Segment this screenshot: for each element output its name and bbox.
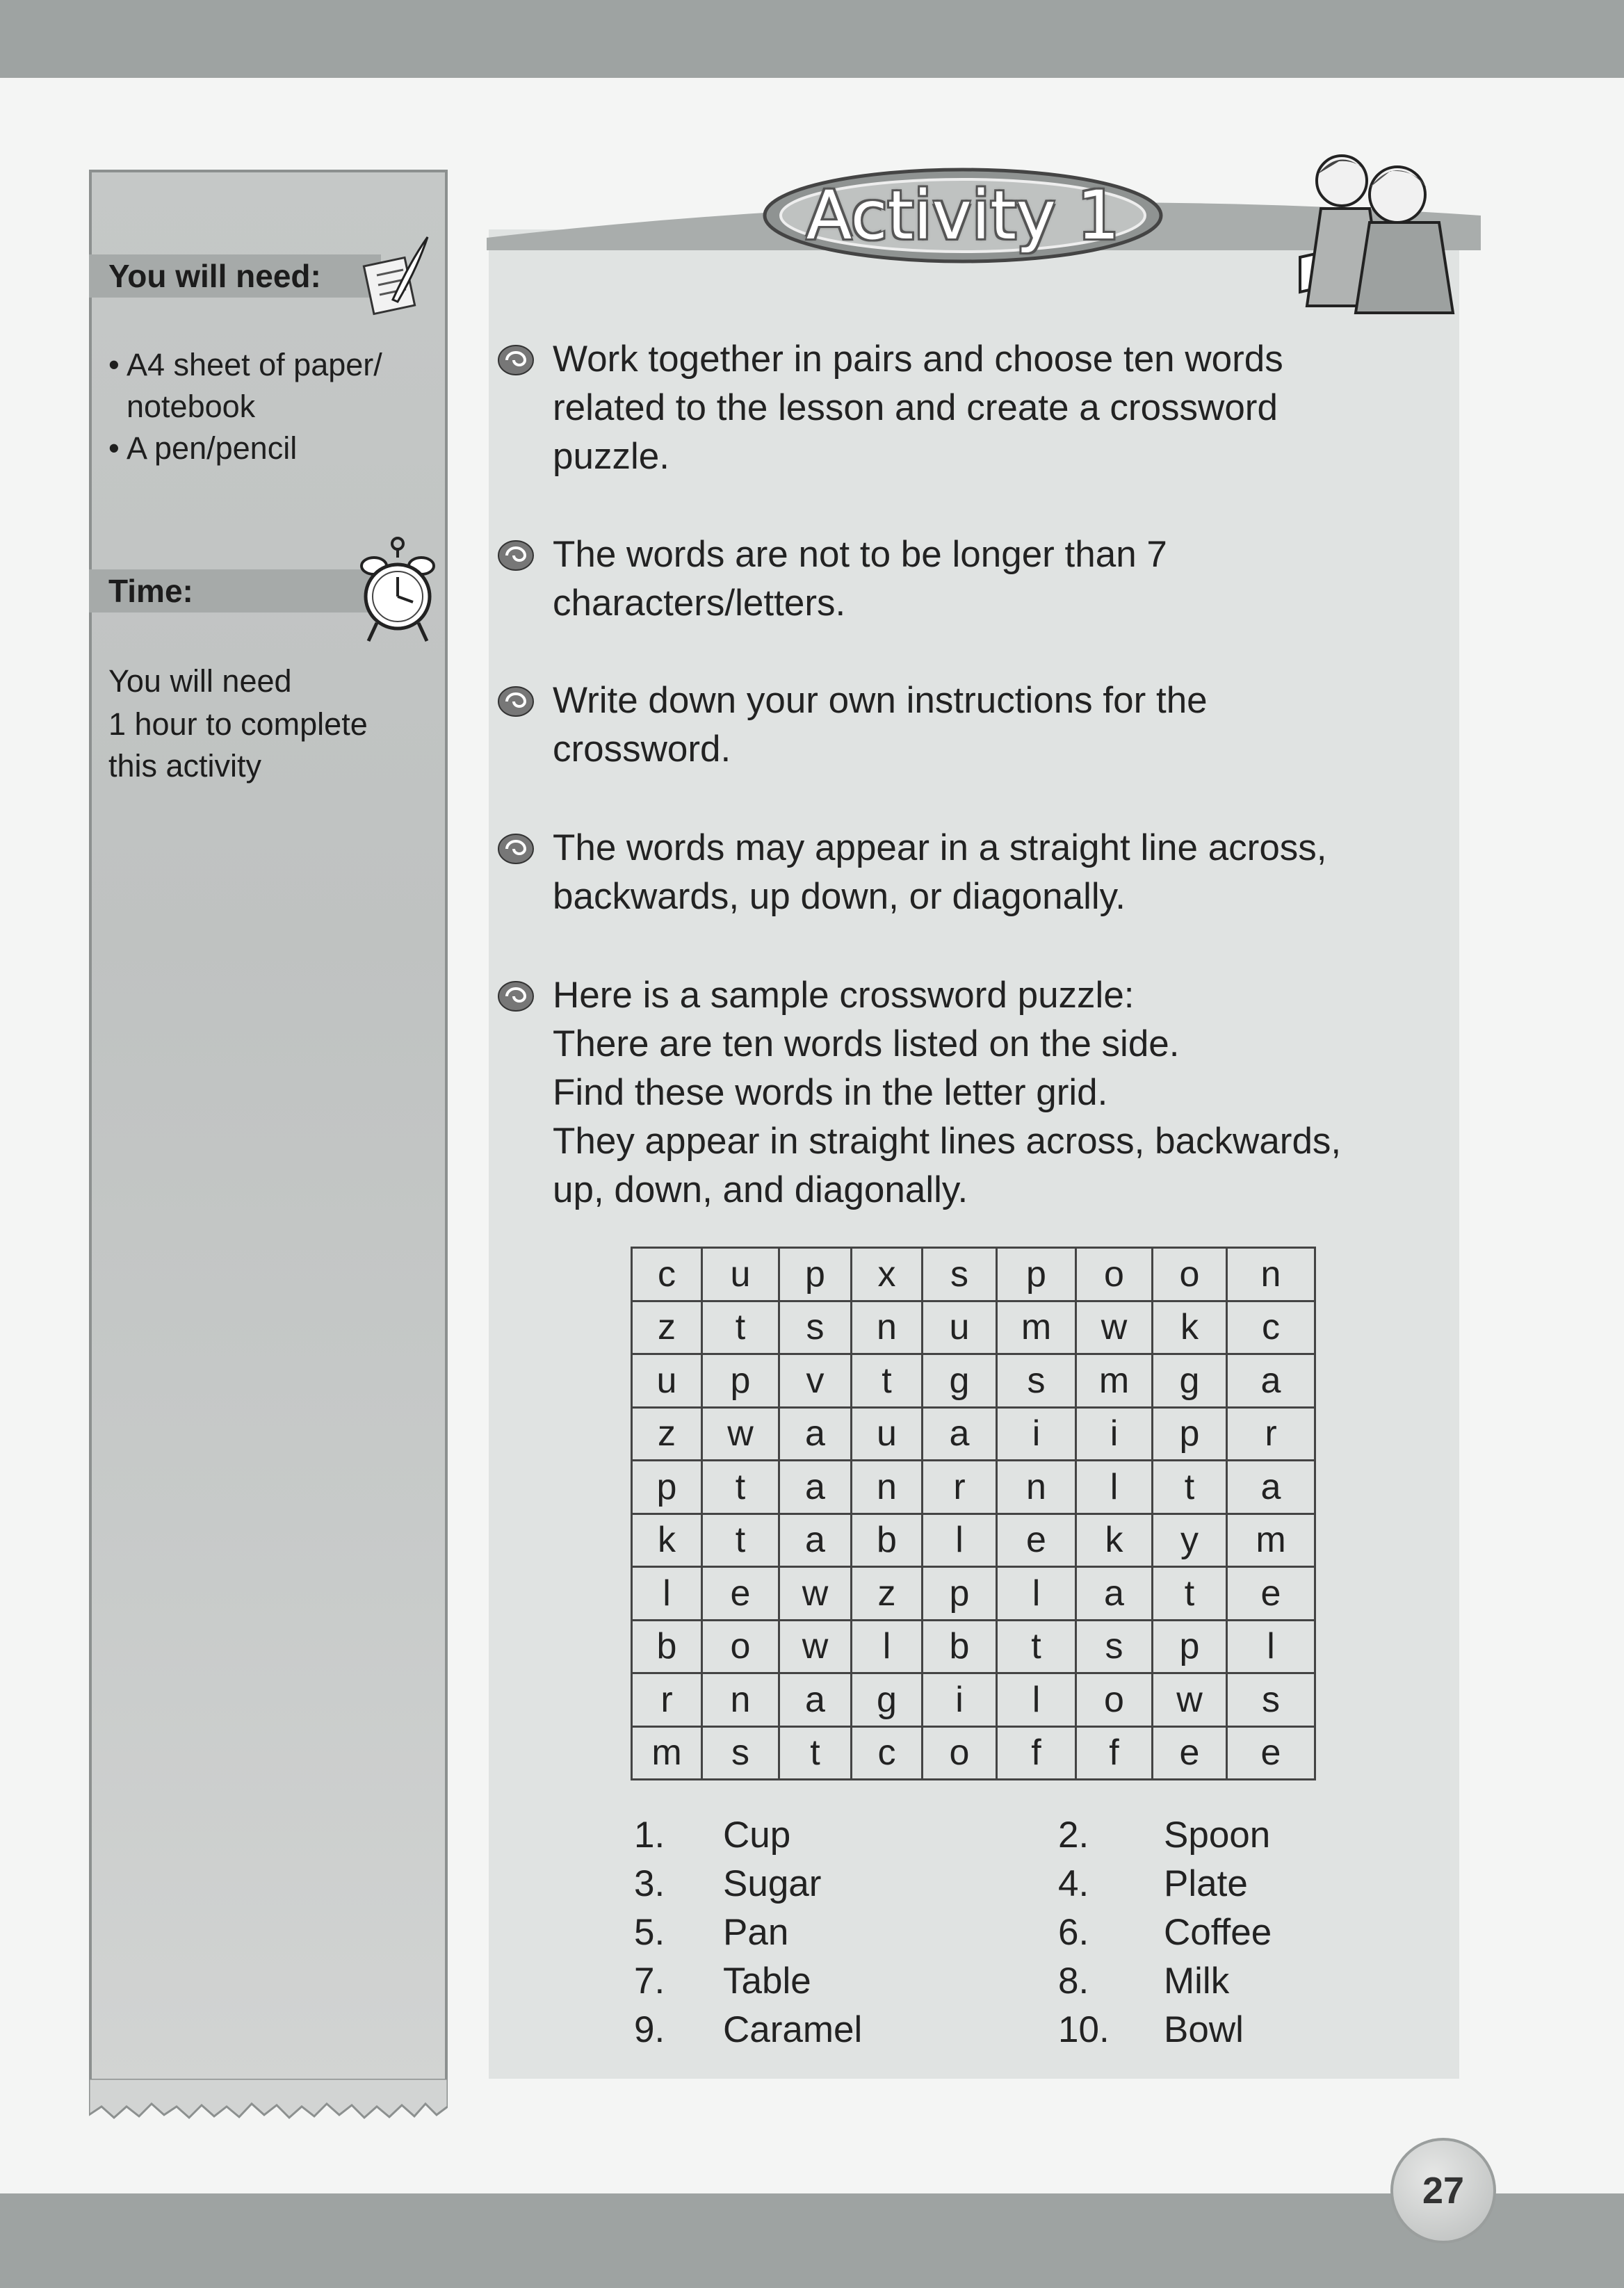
word-number: 8. bbox=[1058, 1961, 1089, 2002]
material-item: • A4 sheet of paper/ notebook bbox=[108, 344, 432, 428]
grid-cell: i bbox=[997, 1407, 1076, 1461]
grid-cell: p bbox=[779, 1248, 852, 1301]
grid-cell: g bbox=[1153, 1354, 1227, 1408]
instruction-line: backwards, up down, or diagonally. bbox=[553, 876, 1126, 917]
word-number: 2. bbox=[1058, 1815, 1089, 1856]
instruction-line: They appear in straight lines across, backwards, bbox=[553, 1121, 1342, 1162]
grid-cell: e bbox=[1227, 1726, 1315, 1780]
grid-cell: m bbox=[997, 1301, 1076, 1354]
grid-cell: g bbox=[852, 1673, 923, 1727]
grid-cell: e bbox=[1227, 1567, 1315, 1621]
instruction-line: Write down your own instructions for the bbox=[553, 680, 1208, 721]
instruction-5 bbox=[553, 971, 1450, 1215]
grid-cell: l bbox=[1076, 1461, 1153, 1514]
grid-cell: p bbox=[997, 1248, 1076, 1301]
grid-cell: l bbox=[632, 1567, 702, 1621]
grid-cell: c bbox=[852, 1726, 923, 1780]
word-label: Milk bbox=[1164, 1961, 1230, 2002]
grid-row bbox=[632, 1354, 1315, 1408]
swirl-bullet-icon bbox=[497, 539, 535, 572]
word-number: 10. bbox=[1058, 2009, 1110, 2050]
grid-cell: u bbox=[852, 1407, 923, 1461]
grid-row bbox=[632, 1407, 1315, 1461]
grid-cell: z bbox=[632, 1301, 702, 1354]
word-number: 9. bbox=[634, 2009, 665, 2050]
bottom-band bbox=[0, 2193, 1624, 2288]
grid-cell: k bbox=[632, 1514, 702, 1567]
grid-cell: p bbox=[702, 1354, 779, 1408]
grid-cell: a bbox=[1227, 1461, 1315, 1514]
grid-cell: g bbox=[923, 1354, 997, 1408]
grid-cell: t bbox=[702, 1514, 779, 1567]
material-item: • A pen/pencil bbox=[108, 428, 432, 469]
grid-cell: u bbox=[632, 1354, 702, 1408]
grid-cell: i bbox=[1076, 1407, 1153, 1461]
grid-cell: n bbox=[997, 1461, 1076, 1514]
grid-cell: o bbox=[1076, 1248, 1153, 1301]
grid-cell: t bbox=[852, 1354, 923, 1408]
grid-cell: t bbox=[997, 1620, 1076, 1673]
grid-cell: z bbox=[852, 1567, 923, 1621]
grid-cell: a bbox=[923, 1407, 997, 1461]
word-label: Cup bbox=[723, 1815, 791, 1856]
grid-cell: t bbox=[702, 1461, 779, 1514]
grid-cell: w bbox=[779, 1620, 852, 1673]
grid-cell: s bbox=[702, 1726, 779, 1780]
grid-cell: a bbox=[779, 1673, 852, 1727]
grid-cell: m bbox=[1227, 1514, 1315, 1567]
grid-cell: y bbox=[1153, 1514, 1227, 1567]
grid-cell: u bbox=[923, 1301, 997, 1354]
grid-cell: o bbox=[1153, 1248, 1227, 1301]
grid-row bbox=[632, 1673, 1315, 1727]
grid-cell: l bbox=[923, 1514, 997, 1567]
word-number: 5. bbox=[634, 1912, 665, 1953]
grid-cell: x bbox=[852, 1248, 923, 1301]
grid-cell: k bbox=[1076, 1514, 1153, 1567]
you-will-need-header: You will need: bbox=[89, 254, 381, 298]
grid-cell: r bbox=[923, 1461, 997, 1514]
grid-cell: l bbox=[852, 1620, 923, 1673]
instruction-line: related to the lesson and create a crossword bbox=[553, 387, 1278, 428]
grid-cell: e bbox=[997, 1514, 1076, 1567]
grid-cell: a bbox=[779, 1407, 852, 1461]
grid-cell: p bbox=[1153, 1407, 1227, 1461]
grid-cell: n bbox=[1227, 1248, 1315, 1301]
grid-cell: s bbox=[779, 1301, 852, 1354]
children-illustration bbox=[1279, 139, 1460, 320]
grid-cell: a bbox=[779, 1514, 852, 1567]
grid-cell: p bbox=[632, 1461, 702, 1514]
top-band bbox=[0, 0, 1624, 78]
instruction-line: Work together in pairs and choose ten words bbox=[553, 339, 1283, 380]
grid-cell: s bbox=[923, 1248, 997, 1301]
word-label: Spoon bbox=[1164, 1815, 1271, 1856]
grid-cell: o bbox=[923, 1726, 997, 1780]
grid-cell: b bbox=[852, 1514, 923, 1567]
grid-cell: b bbox=[632, 1620, 702, 1673]
grid-cell: n bbox=[702, 1673, 779, 1727]
grid-cell: b bbox=[923, 1620, 997, 1673]
swirl-bullet-icon bbox=[497, 980, 535, 1013]
grid-cell: e bbox=[1153, 1726, 1227, 1780]
grid-cell: r bbox=[1227, 1407, 1315, 1461]
grid-row bbox=[632, 1726, 1315, 1780]
grid-cell: o bbox=[1076, 1673, 1153, 1727]
instruction-line: Here is a sample crossword puzzle: bbox=[553, 975, 1135, 1016]
grid-cell: a bbox=[779, 1461, 852, 1514]
instruction-4 bbox=[553, 824, 1450, 921]
instruction-line: crossword. bbox=[553, 729, 731, 770]
grid-cell: o bbox=[702, 1620, 779, 1673]
word-list bbox=[634, 1811, 1399, 2061]
swirl-bullet-icon bbox=[497, 832, 535, 866]
instruction-line: There are ten words listed on the side. bbox=[553, 1023, 1180, 1064]
word-number: 6. bbox=[1058, 1912, 1089, 1953]
grid-cell: w bbox=[702, 1407, 779, 1461]
grid-cell: r bbox=[632, 1673, 702, 1727]
word-number: 3. bbox=[634, 1863, 665, 1904]
word-number: 1. bbox=[634, 1815, 665, 1856]
swirl-bullet-icon bbox=[497, 685, 535, 718]
word-number: 4. bbox=[1058, 1863, 1089, 1904]
instruction-line: Find these words in the letter grid. bbox=[553, 1072, 1108, 1113]
grid-cell: w bbox=[779, 1567, 852, 1621]
grid-cell: z bbox=[632, 1407, 702, 1461]
grid-cell: n bbox=[852, 1301, 923, 1354]
grid-row bbox=[632, 1248, 1315, 1301]
activity-title: Activity 1 bbox=[806, 177, 1120, 254]
instruction-line: characters/letters. bbox=[553, 583, 846, 624]
time-line: You will need bbox=[108, 663, 292, 699]
instruction-line: The words may appear in a straight line across, bbox=[553, 827, 1327, 868]
time-line: 1 hour to complete bbox=[108, 706, 368, 742]
word-label: Plate bbox=[1164, 1863, 1248, 1904]
grid-cell: i bbox=[923, 1673, 997, 1727]
grid-cell: k bbox=[1153, 1301, 1227, 1354]
grid-cell: f bbox=[997, 1726, 1076, 1780]
word-label: Pan bbox=[723, 1912, 789, 1953]
word-label: Bowl bbox=[1164, 2009, 1244, 2050]
grid-row bbox=[632, 1514, 1315, 1567]
instruction-line: puzzle. bbox=[553, 436, 669, 477]
grid-cell: w bbox=[1076, 1301, 1153, 1354]
grid-cell: u bbox=[702, 1248, 779, 1301]
grid-cell: c bbox=[1227, 1301, 1315, 1354]
grid-cell: t bbox=[702, 1301, 779, 1354]
word-label: Sugar bbox=[723, 1863, 822, 1904]
sidebar-torn-edge bbox=[89, 2079, 448, 2120]
grid-cell: v bbox=[779, 1354, 852, 1408]
page-number: 27 bbox=[1390, 2138, 1496, 2244]
grid-cell: f bbox=[1076, 1726, 1153, 1780]
time-header: Time: bbox=[89, 569, 381, 612]
grid-cell: a bbox=[1076, 1567, 1153, 1621]
alarm-clock-icon bbox=[356, 535, 439, 647]
grid-cell: s bbox=[1227, 1673, 1315, 1727]
instruction-3 bbox=[553, 676, 1450, 774]
grid-cell: m bbox=[1076, 1354, 1153, 1408]
grid-cell: p bbox=[923, 1567, 997, 1621]
instruction-1 bbox=[553, 335, 1450, 481]
quill-and-paper-icon bbox=[362, 234, 431, 317]
grid-cell: e bbox=[702, 1567, 779, 1621]
letter-grid bbox=[631, 1247, 1316, 1780]
word-label: Table bbox=[723, 1961, 811, 2002]
instruction-line: The words are not to be longer than 7 bbox=[553, 534, 1167, 575]
grid-cell: l bbox=[997, 1673, 1076, 1727]
grid-cell: l bbox=[997, 1567, 1076, 1621]
grid-cell: s bbox=[1076, 1620, 1153, 1673]
grid-row bbox=[632, 1620, 1315, 1673]
word-label: Coffee bbox=[1164, 1912, 1272, 1953]
time-line: this activity bbox=[108, 748, 262, 784]
grid-cell: p bbox=[1153, 1620, 1227, 1673]
grid-cell: t bbox=[779, 1726, 852, 1780]
grid-cell: c bbox=[632, 1248, 702, 1301]
grid-cell: n bbox=[852, 1461, 923, 1514]
instruction-line: up, down, and diagonally. bbox=[553, 1169, 968, 1210]
grid-row bbox=[632, 1567, 1315, 1621]
grid-row bbox=[632, 1301, 1315, 1354]
grid-cell: m bbox=[632, 1726, 702, 1780]
materials-list bbox=[108, 344, 432, 469]
word-label: Caramel bbox=[723, 2009, 863, 2050]
grid-cell: w bbox=[1153, 1673, 1227, 1727]
swirl-bullet-icon bbox=[497, 343, 535, 377]
word-number: 7. bbox=[634, 1961, 665, 2002]
grid-cell: l bbox=[1227, 1620, 1315, 1673]
grid-cell: a bbox=[1227, 1354, 1315, 1408]
grid-cell: t bbox=[1153, 1567, 1227, 1621]
instruction-2 bbox=[553, 530, 1450, 628]
grid-cell: t bbox=[1153, 1461, 1227, 1514]
grid-row bbox=[632, 1461, 1315, 1514]
grid-cell: s bbox=[997, 1354, 1076, 1408]
